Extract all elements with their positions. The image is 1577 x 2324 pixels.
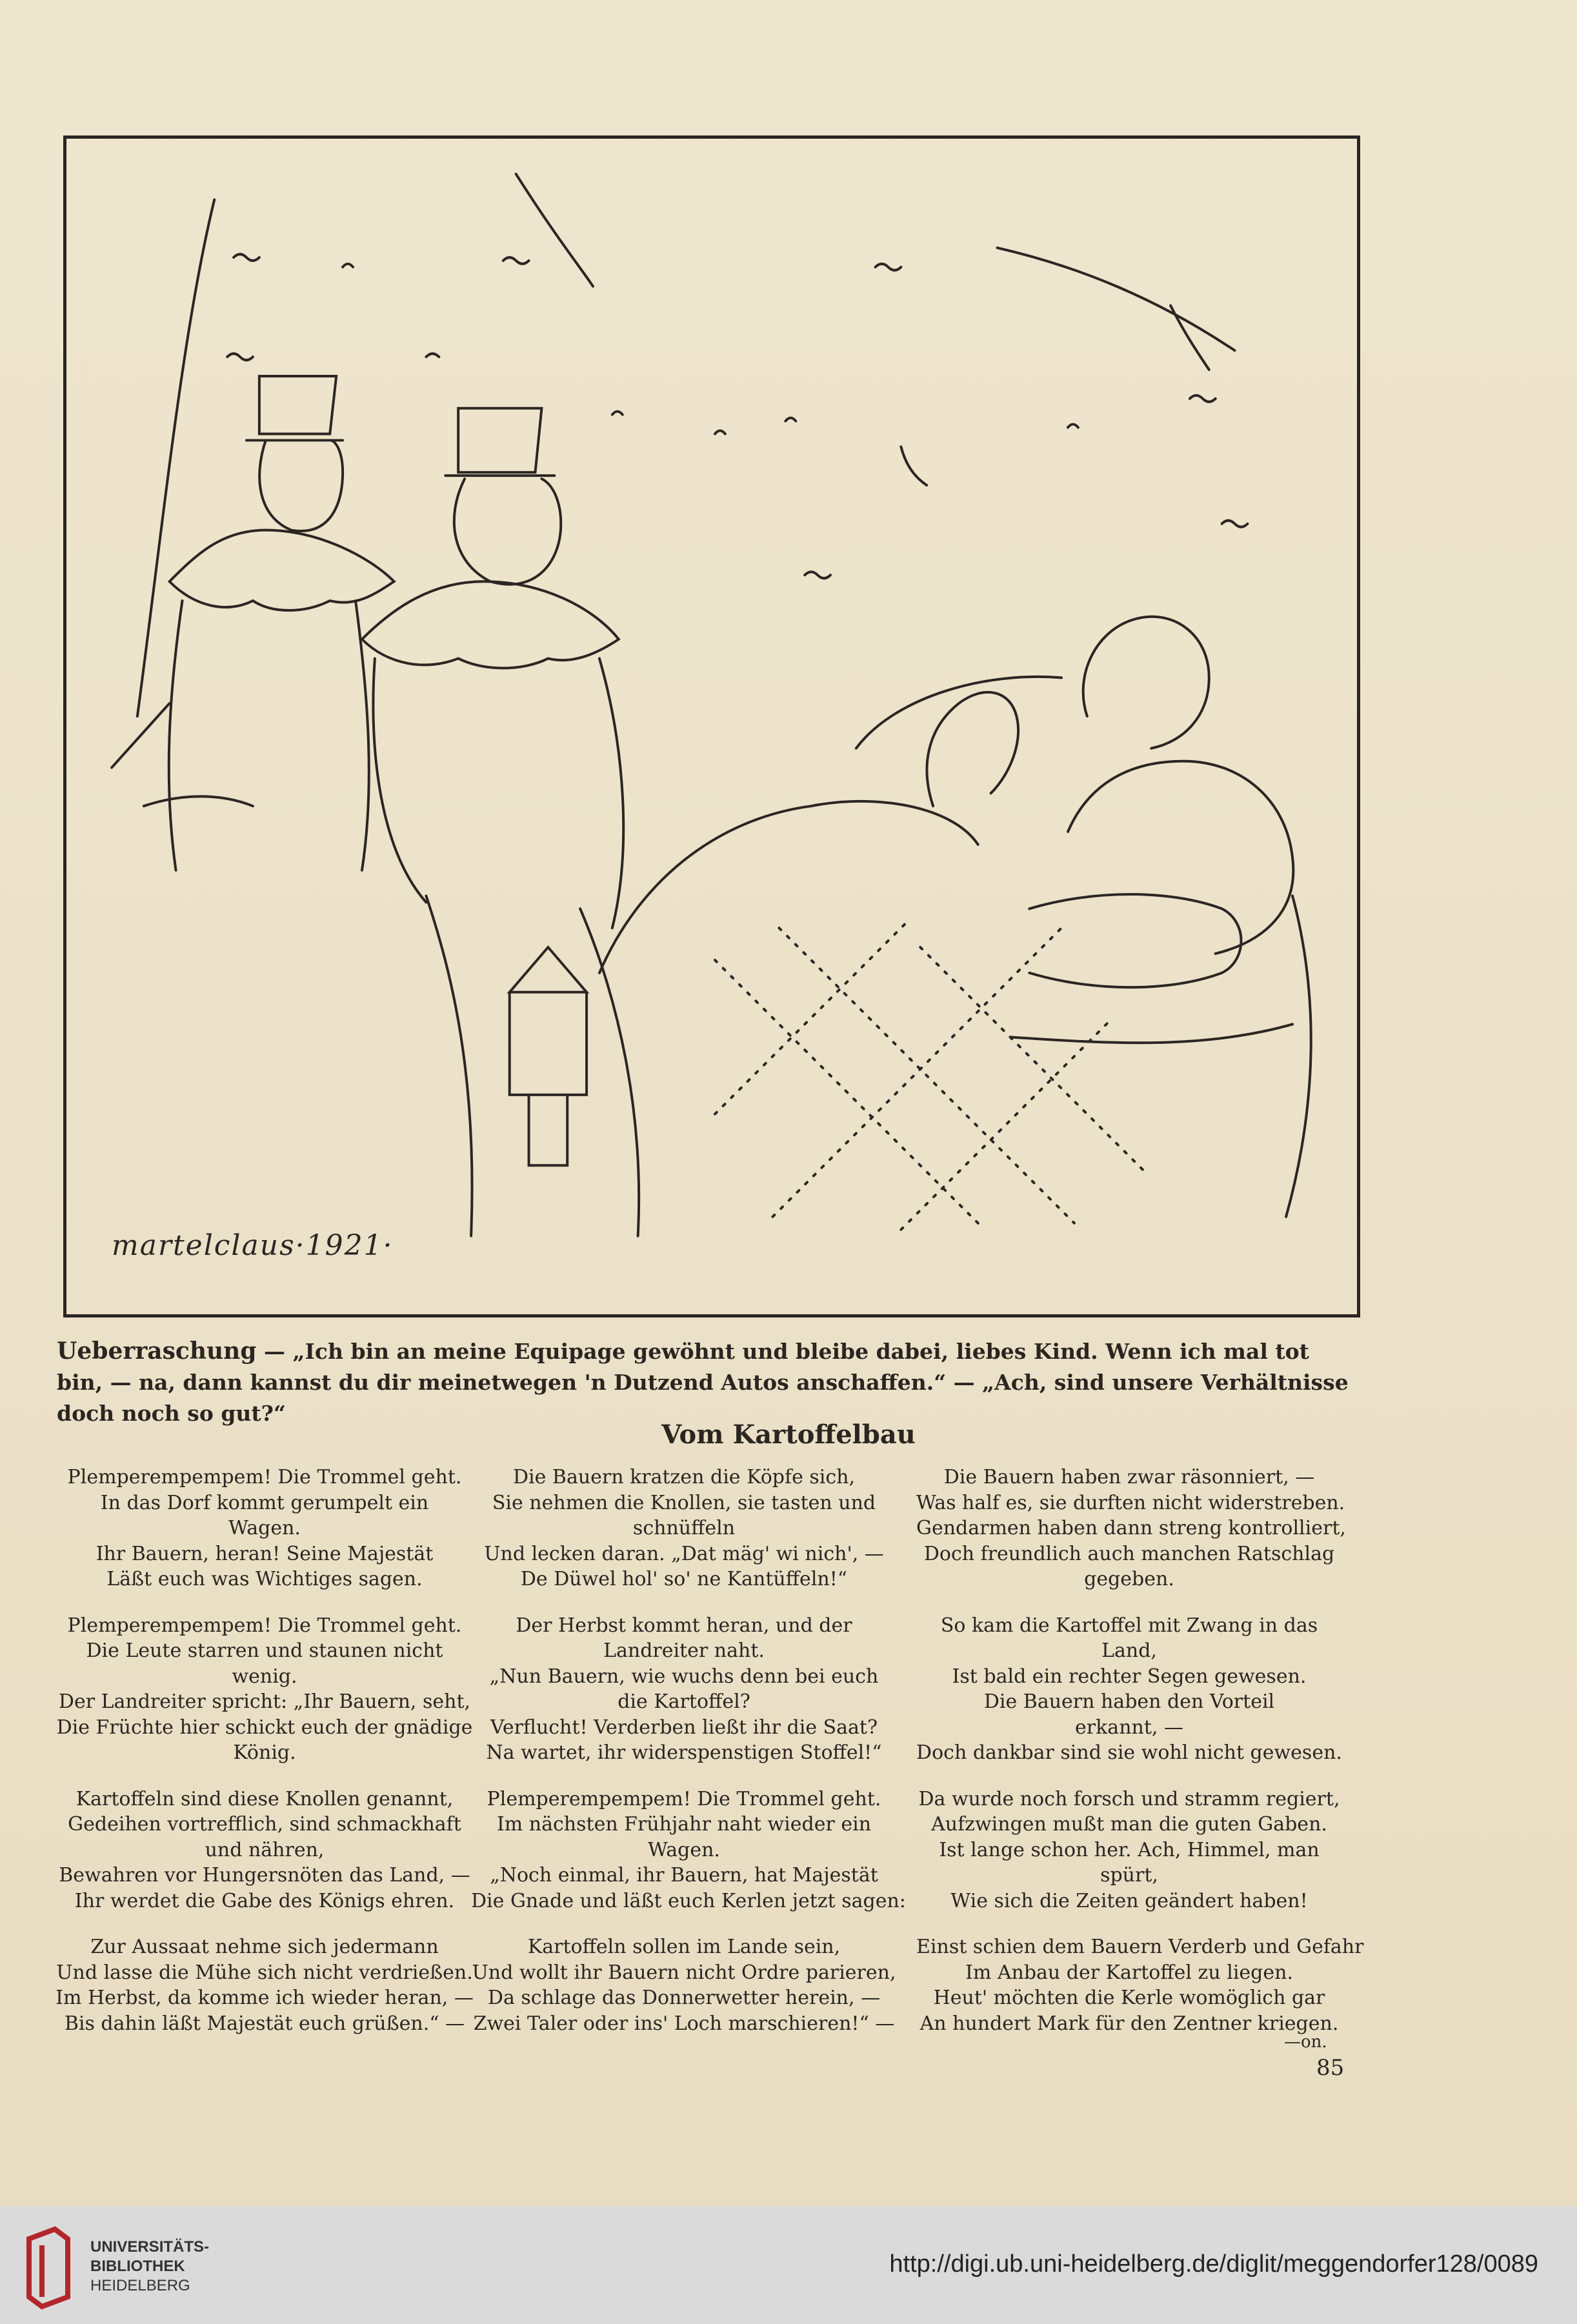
cartoon-illustration — [66, 139, 1357, 1314]
poem-line: Der Landreiter spricht: „Ihr Bauern, seht, — [58, 1690, 471, 1713]
library-logo-icon — [16, 2226, 81, 2310]
poem-line: Wagen. — [648, 1838, 720, 1861]
poem-stanza — [52, 1787, 477, 1914]
poem-line: spürt, — [1100, 1864, 1158, 1887]
poem-line: „Nun Bauern, wie wuchs denn bei euch — [489, 1665, 879, 1688]
poem-line: Sie nehmen die Knollen, sie tasten und — [492, 1491, 876, 1514]
poem-stanza — [52, 1934, 477, 2036]
poem-line: Heut' möchten die Kerle womöglich gar — [933, 1987, 1325, 2009]
poem-stanza — [471, 1787, 906, 1914]
poem-line: Läßt euch was Wichtiges sagen. — [106, 1568, 423, 1590]
poem-line: Die Bauern haben den Vorteil — [983, 1690, 1275, 1713]
poem-line: Kartoffeln sind diese Knollen genannt, — [75, 1787, 454, 1810]
cartoon-caption — [57, 1336, 1354, 1429]
poem-line: erkannt, — — [1075, 1716, 1183, 1739]
poem-line: Die Früchte hier schickt euch der gnädige — [56, 1716, 473, 1739]
library-footer — [0, 2207, 1577, 2324]
poem-line: Bewahren vor Hungersnöten das Land, — — [59, 1864, 470, 1887]
poem-line: Der Herbst kommt heran, und der — [516, 1614, 852, 1637]
poem-line: Plemperempempem! Die Trommel geht. — [487, 1787, 881, 1810]
poem-line: schnüffeln — [632, 1517, 736, 1539]
poem-stanza — [471, 1465, 897, 1592]
poem-line: Ihr Bauern, heran! Seine Majestät — [95, 1542, 434, 1565]
poem-line: Und lasse die Mühe sich nicht verdrießen. — [56, 1961, 473, 1984]
poem-line: Im Anbau der Kartoffel zu liegen. — [965, 1961, 1293, 1984]
poem-stanza — [916, 1934, 1364, 2036]
poem-line: Verflucht! Verderben ließt ihr die Saat? — [490, 1716, 878, 1739]
poem-line: Land, — [1101, 1639, 1157, 1662]
poem-line: Da wurde noch forsch und stramm regiert, — [918, 1787, 1340, 1810]
poem-stanza — [52, 1465, 477, 1592]
poem-line: So kam die Kartoffel mit Zwang in das — [940, 1614, 1318, 1637]
poem-line: Landreiter naht. — [603, 1639, 765, 1662]
source-url[interactable]: http://digi.ub.uni-heidelberg.de/diglit/meggendorfer128/0089 — [889, 2250, 1538, 2278]
poem-line: Bis dahin läßt Majestät euch grüßen.“ — — [64, 2012, 465, 2035]
poem-line: Gedeihen vortrefflich, sind schmackhaft — [68, 1813, 461, 1836]
artist-signature: martelclaus·1921· — [112, 1229, 394, 1262]
poem-line: Ist lange schon her. Ach, Himmel, man — [939, 1838, 1320, 1861]
poem-column-1 — [52, 1465, 477, 2057]
poem-line: Zwei Taler oder ins' Loch marschieren!“ — — [473, 2012, 895, 2035]
poem-line: An hundert Mark für den Zentner kriegen. — [919, 2012, 1339, 2035]
poem-line: Die Leute starren und staunen nicht — [86, 1639, 443, 1662]
poem-line: Na wartet, ihr widerspenstigen Stoffel!“ — [486, 1741, 882, 1764]
caption-text: — „Ich bin an meine Equipage gewöhnt und bleibe dabei, liebes Kind. Wenn ich mal tot bin, — na, dann kannst du dir meinetwegen 'n Dutzend Autos anschaffen.“ — „Ach, sind unsere Verhältnisse doch noch so gut?“ — [57, 1339, 1349, 1426]
poem-line: Die Bauern haben zwar räsonniert, — — [943, 1466, 1315, 1488]
poem-column-2 — [471, 1465, 906, 2057]
poem-stanza — [916, 1465, 1346, 1592]
poem-line: Wie sich die Zeiten geändert haben! — [950, 1889, 1308, 1912]
poem-line: Aufzwingen mußt man die guten Gaben. — [931, 1813, 1327, 1836]
poem-line: Doch dankbar sind sie wohl nicht gewesen. — [916, 1741, 1342, 1764]
poem-line: Die Gnade und läßt euch Kerlen jetzt sagen: — [471, 1889, 906, 1912]
poem-line: die Kartoffel? — [618, 1690, 750, 1713]
poem-title: Vom Kartoffelbau — [661, 1419, 916, 1450]
poem-line: In das Dorf kommt gerumpelt ein — [100, 1491, 429, 1514]
poem-line: Im nächsten Frühjahr naht wieder ein — [496, 1813, 872, 1836]
page-number: 85 — [1316, 2055, 1345, 2081]
poem-stanza — [916, 1613, 1342, 1766]
poem-line: Gendarmen haben dann streng kontrolliert, — [916, 1517, 1346, 1539]
poem-stanza — [471, 1613, 897, 1766]
poem-line: Ihr werdet die Gabe des Königs ehren. — [74, 1889, 455, 1912]
poem-line: Und lecken daran. „Dat mäg' wi nich', — — [484, 1542, 884, 1565]
poem-line: Zur Aussaat nehme sich jedermann — [90, 1936, 439, 1958]
poem-line: Ist bald ein rechter Segen gewesen. — [952, 1665, 1307, 1688]
caption-label: Ueberraschung — [57, 1337, 257, 1365]
poem-line: „Noch einmal, ihr Bauern, hat Majestät — [490, 1864, 878, 1887]
poem-stanza — [471, 1934, 897, 2036]
poem-line: Plemperempempem! Die Trommel geht. — [67, 1614, 462, 1637]
poem-stanza — [52, 1613, 477, 1766]
poem-line: Die Bauern kratzen die Köpfe sich, — [512, 1466, 856, 1488]
poem-line: Was half es, sie durften nicht widerstreben. — [916, 1491, 1345, 1514]
poem-line: Plemperempempem! Die Trommel geht. — [67, 1466, 462, 1488]
poem-line: Wagen. — [228, 1517, 301, 1539]
poem-line: Und wollt ihr Bauern nicht Ordre parieren, — [472, 1961, 896, 1984]
poem-line: Im Herbst, da komme ich wieder heran, — — [55, 1987, 474, 2009]
poem-line: gegeben. — [1084, 1568, 1174, 1590]
poem-line: Doch freundlich auch manchen Ratschlag — [923, 1542, 1335, 1565]
library-name: UNIVERSITÄTS- BIBLIOTHEK HEIDELBERG — [90, 2238, 210, 2294]
poem-line: wenig. — [232, 1665, 297, 1688]
poem-line: König. — [233, 1741, 296, 1764]
poem-line: Kartoffeln sollen im Lande sein, — [527, 1936, 841, 1958]
poem-stanza — [916, 1787, 1342, 1914]
poem-column-3 — [916, 1465, 1364, 2057]
author-signature: —on. — [1284, 2032, 1327, 2052]
poem-line: De Düwel hol' so' ne Kantüffeln!“ — [520, 1568, 848, 1590]
poem-line: Da schlage das Donnerwetter herein, — — [487, 1987, 881, 2009]
poem-line: und nähren, — [205, 1838, 325, 1861]
illustration-frame — [63, 135, 1360, 1317]
poem-line: Einst schien dem Bauern Verderb und Gefahr — [916, 1936, 1364, 1958]
